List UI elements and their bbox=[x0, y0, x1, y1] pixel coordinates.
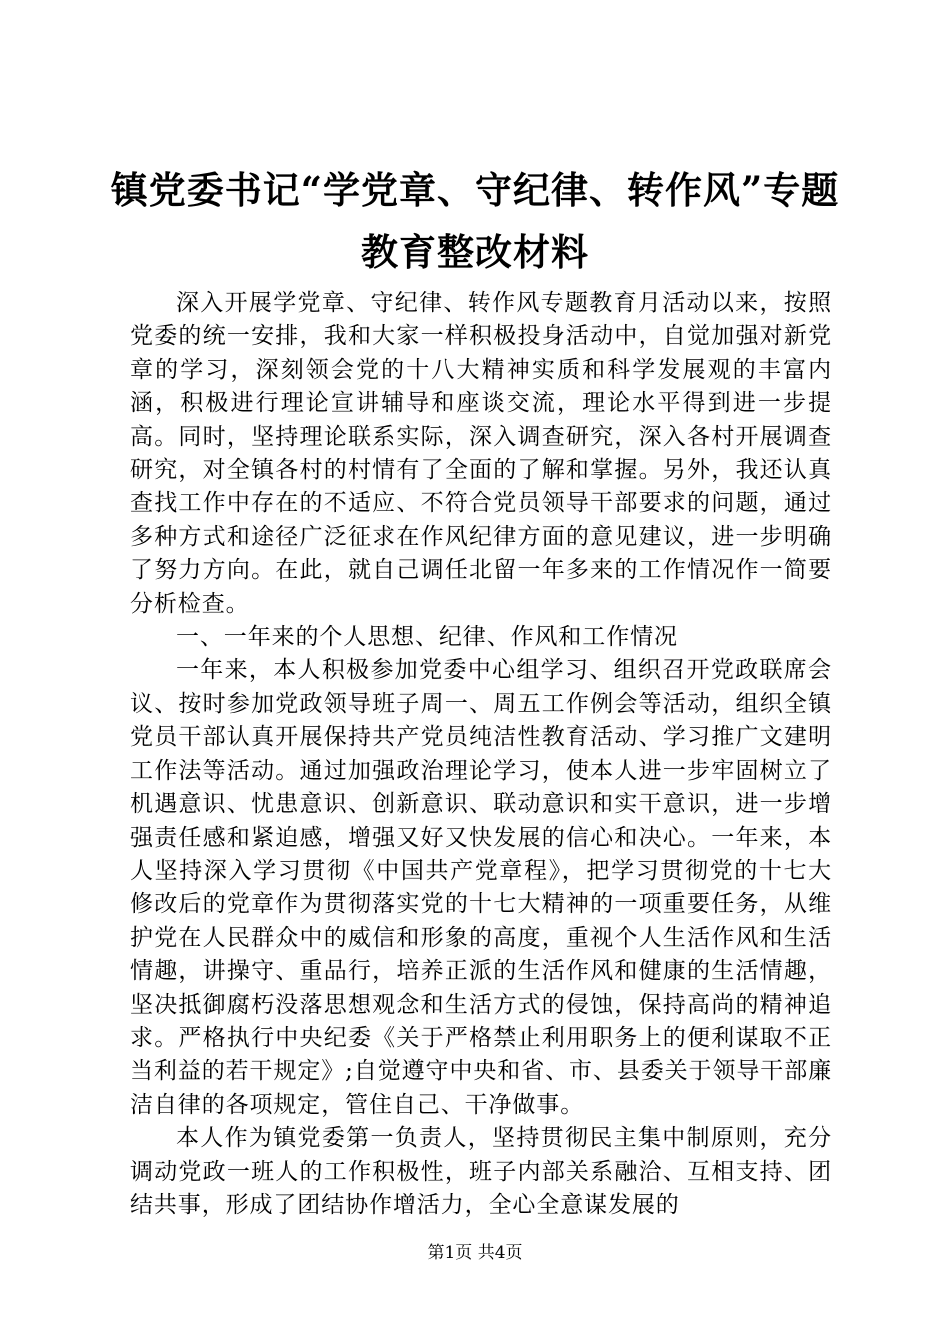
paragraph-work-review: 一年来，本人积极参加党委中心组学习、组织召开党政联席会议、按时参加党政领导班子周一、周五工作例会等活动，组织全镇党员干部认真开展保持共产党员纯洁性教育活动、学习推广文建明工作法等活动。通过加强政治理论学习，使本人进一步牢固树立了机遇意识、忧患意识、创新意识、联动意识和实干意识，进一步增强责任感和紧迫感，增强又好又快发展的信心和决心。一年来，本人坚持深入学习贯彻《中国共产党章程》，把学习贯彻党的十七大修改后的党章作为贯彻落实党的十七大精神的一项重要任务，从维护党在人民群众中的威信和形象的高度，重视个人生活作风和生活情趣，讲操守、重品行，培养正派的生活作风和健康的生活情趣，坚决抵御腐朽没落思想观念和生活方式的侵蚀，保持高尚的精神追求。严格执行中央纪委《关于严格禁止利用职务上的便利谋取不正当利益的若干规定》;自觉遵守中央和省、市、县委关于领导干部廉洁自律的各项规定，管住自己、干净做事。 bbox=[130, 657, 832, 1118]
paragraph-leadership: 本人作为镇党委第一负责人，坚持贯彻民主集中制原则，充分调动党政一班人的工作积极性，班子内部关系融洽、互相支持、团结共事，形成了团结协作增活力，全心全意谋发展的 bbox=[130, 1125, 832, 1218]
document-body bbox=[130, 287, 832, 1222]
document-title-line-2: 教育整改材料 bbox=[361, 230, 589, 274]
document-title-line-1: 镇党委书记“学党章、守纪律、转作风”专题 bbox=[110, 168, 840, 212]
page-footer: 第1页 共4页 bbox=[427, 1243, 523, 1263]
paragraph-intro: 深入开展学党章、守纪律、转作风专题教育月活动以来，按照党委的统一安排，我和大家一样积极投身活动中，自觉加强对新党章的学习，深刻领会党的十八大精神实质和科学发展观的丰富内涵，积极进行理论宣讲辅导和座谈交流，理论水平得到进一步提高。同时，坚持理论联系实际，深入调查研究，深入各村开展调查研究，对全镇各村的村情有了全面的了解和掌握。另外，我还认真查找工作中存在的不适应、不符合党员领导干部要求的问题，通过多种方式和途径广泛征求在作风纪律方面的意见建议，进一步明确了努力方向。在此，就自己调任北留一年多来的工作情况作一简要分析检查。 bbox=[130, 290, 832, 617]
section-heading-1: 一、一年来的个人思想、纪律、作风和工作情况 bbox=[176, 624, 678, 651]
